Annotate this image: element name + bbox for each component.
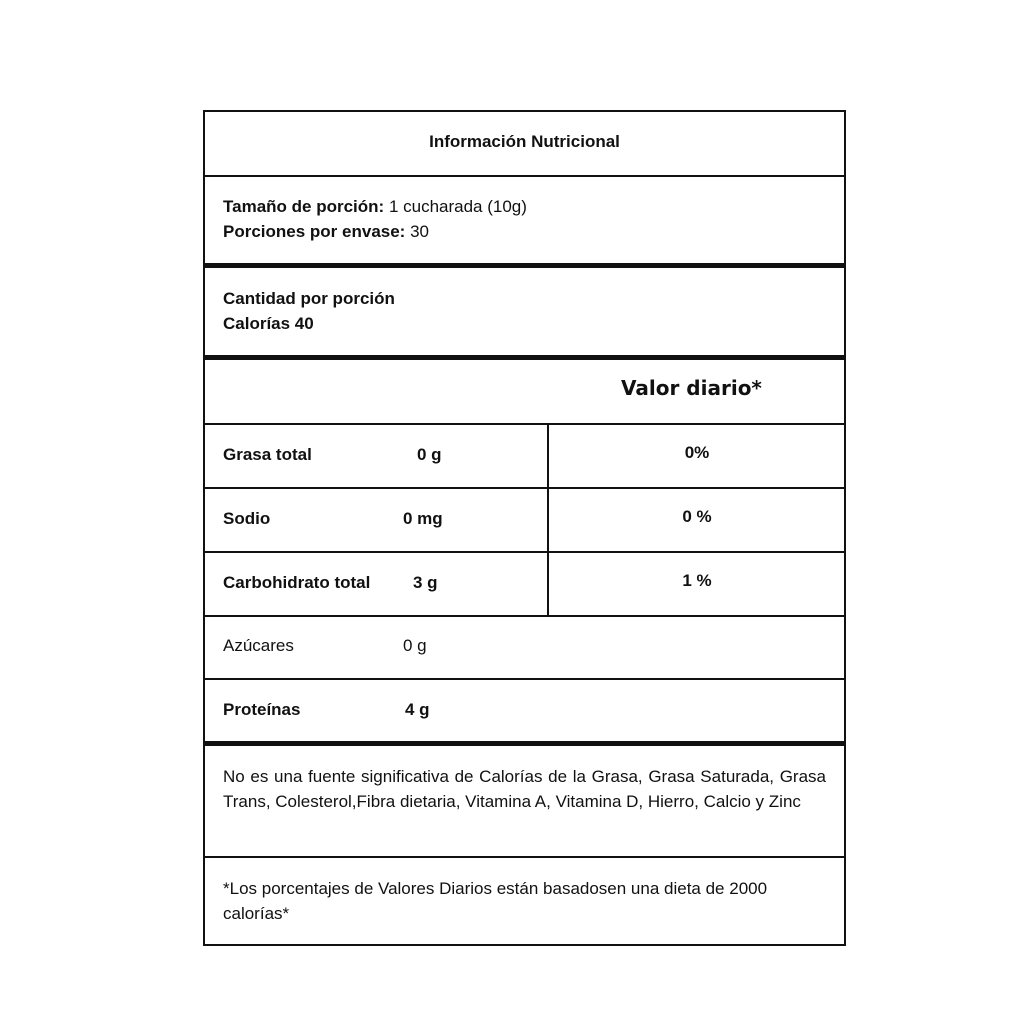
serving-size-label: Tamaño de porción: xyxy=(223,197,385,216)
daily-value-footnote: *Los porcentajes de Valores Diarios están basadosen una dieta de 2000 calorías* xyxy=(223,879,768,923)
divider xyxy=(205,856,844,858)
nutrient-amount: 3 g xyxy=(413,573,438,592)
nutrient-amount: 0 g xyxy=(417,445,442,464)
servings-value: 30 xyxy=(410,222,429,241)
divider xyxy=(205,175,844,177)
nutrient-daily-value: 0% xyxy=(684,443,710,462)
nutrient-name: Grasa total xyxy=(223,445,312,464)
label-title: Información Nutricional xyxy=(429,132,620,151)
nutrient-name: Proteínas xyxy=(223,700,301,719)
divider xyxy=(205,423,844,425)
daily-value-header: Valor diario* xyxy=(621,376,762,400)
serving-size-value: 1 cucharada (10g) xyxy=(388,197,527,216)
divider xyxy=(205,615,844,617)
nutrient-daily-value: 1 % xyxy=(682,571,712,590)
serving-size xyxy=(223,195,527,219)
significance-note: No es una fuente significativa de Calorías de la Grasa, Grasa Saturada, Grasa Trans, Colesterol,Fibra dietaria, Vitamina A, Vitamina D, Hierro, Calcio y Zinc xyxy=(223,767,826,811)
nutrient-amount: 0 mg xyxy=(403,509,443,528)
nutrient-amount: 0 g xyxy=(403,636,427,655)
amount-per-serving: Cantidad por porción xyxy=(223,289,395,308)
divider xyxy=(205,551,844,553)
divider xyxy=(205,678,844,680)
nutrient-name: Sodio xyxy=(223,509,271,528)
nutrient-daily-value: 0 % xyxy=(682,507,712,526)
servings-per-container xyxy=(223,220,429,244)
nutrition-facts-label xyxy=(203,110,846,946)
servings-label: Porciones por envase: xyxy=(223,222,406,241)
nutrient-name: Azúcares xyxy=(223,636,294,655)
nutrient-amount: 4 g xyxy=(405,700,430,719)
thick-divider xyxy=(205,741,844,746)
column-divider xyxy=(547,423,549,617)
thick-divider xyxy=(205,263,844,268)
calories: Calorías 40 xyxy=(223,314,314,333)
divider xyxy=(205,487,844,489)
nutrient-name: Carbohidrato total xyxy=(223,573,371,592)
thick-divider xyxy=(205,355,844,360)
